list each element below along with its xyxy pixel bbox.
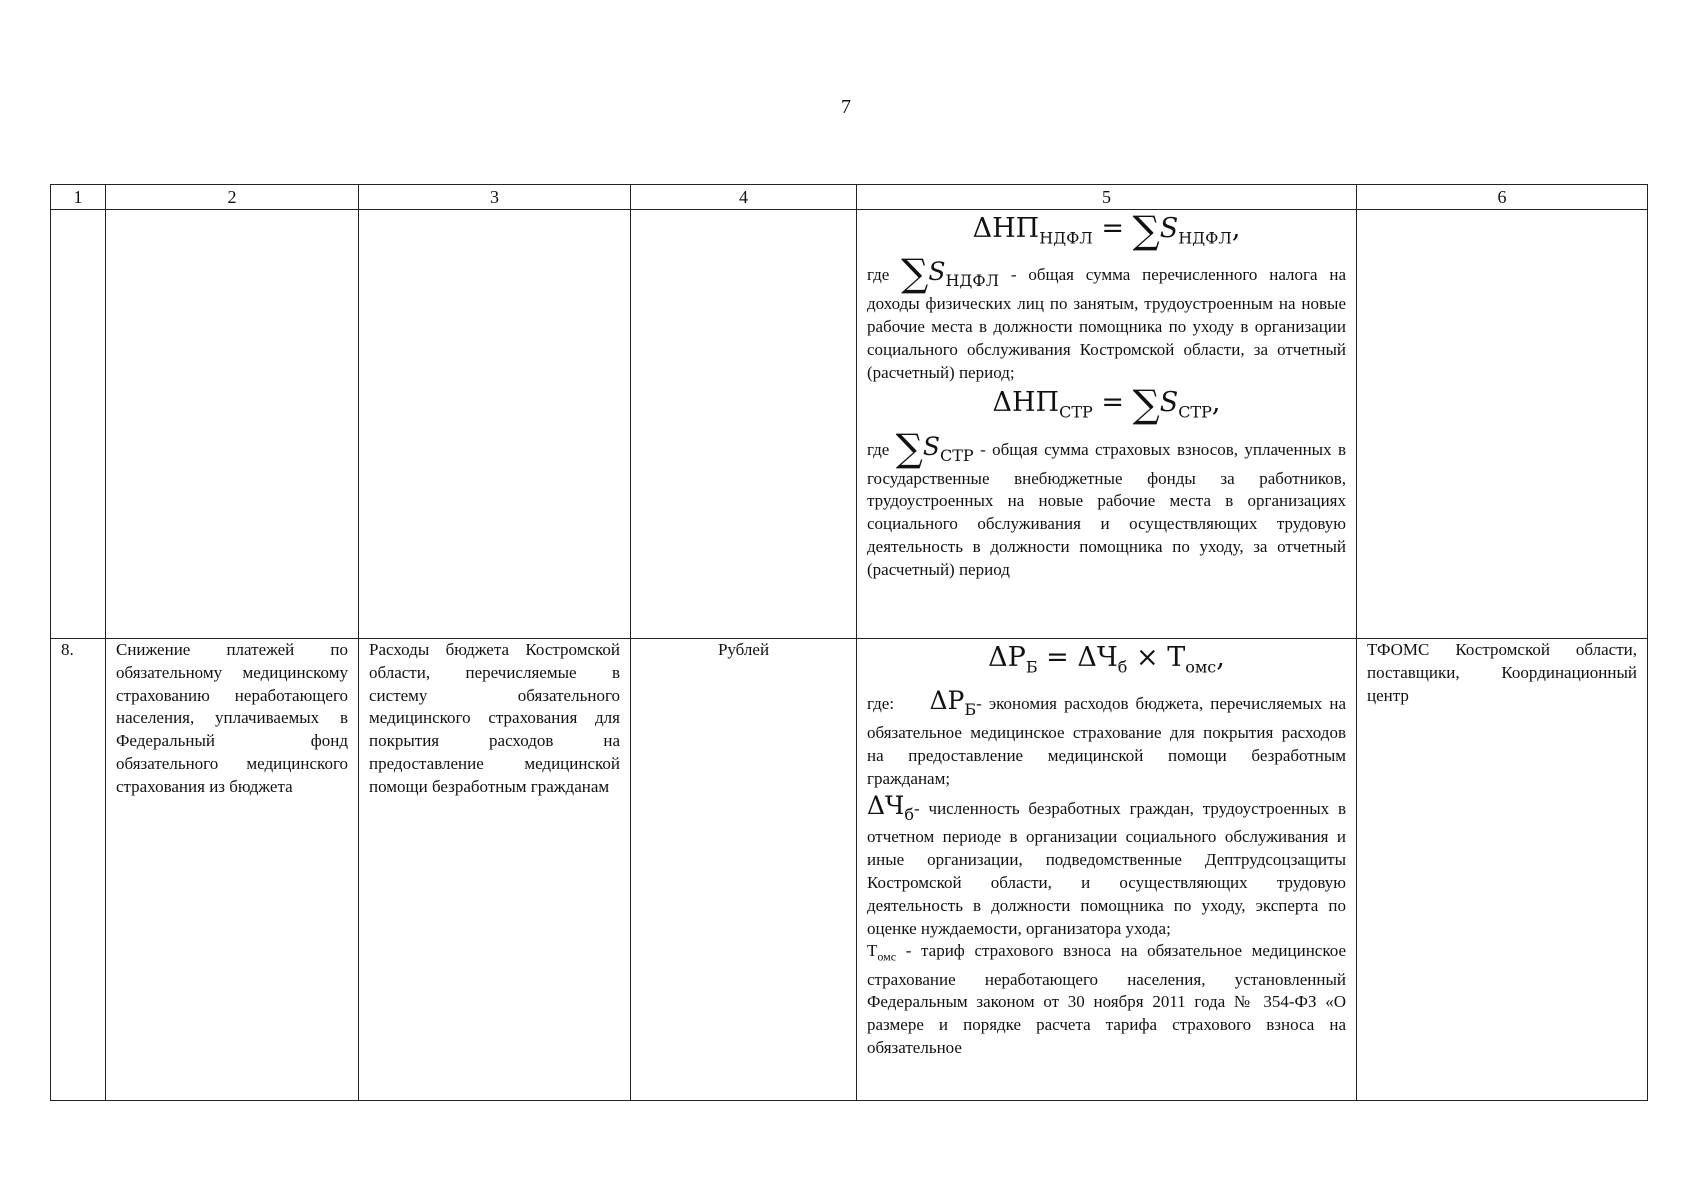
cell-col6-empty <box>1357 210 1648 639</box>
cell-num-empty <box>51 210 106 639</box>
row-number: 8. <box>51 639 106 1101</box>
table-header-row <box>51 185 1648 210</box>
header-cell-3: 3 <box>359 185 631 210</box>
indicator-description: Расходы бюджета Костромской области, перечисляемые в систему обязательного медицинского страхования для покрытия расходов на предоставление медицинской помощи безработным гражданам <box>359 639 631 1101</box>
header-cell-5: 5 <box>857 185 1357 210</box>
header-cell-1: 1 <box>51 185 106 210</box>
cell-col4-empty <box>631 210 857 639</box>
calculation-content <box>867 639 1346 1100</box>
formula-ndfl: $\Delta НП_{НДФЛ} = \sum S_{НДФЛ}$, <box>972 208 1241 252</box>
indicators-table <box>50 184 1648 1101</box>
header-cell-6: 6 <box>1357 185 1648 210</box>
cell-col3-empty <box>359 210 631 639</box>
definition-ndfl: где $\sum S_{НДФЛ}$ - общая сумма перечисленного налога на доходы физических лиц по занятым, трудоустроенным на новые рабочие места в должности помощника по уходу в организации социального обслуживания Костромской области, за отчетный (расчетный) период; <box>867 251 1347 382</box>
unit-of-measure: Рублей <box>631 639 857 1101</box>
cell-col2-empty <box>106 210 359 639</box>
cell-formula-continued <box>857 210 1357 639</box>
definition-delta-ch: $\Delta Ч_б-$ численность безработных граждан, трудоустроенных в отчетном периоде в организации социального обслуживания и иные организации, подведомственные Дептрудсоцзащиты Костромской области, и осуществляющих трудовую деятельность в должности помощника по уходу, эксперта по оценке нуждаемости, организатора ухода; <box>867 790 1346 938</box>
header-cell-2: 2 <box>106 185 359 210</box>
calculation-method <box>857 639 1357 1101</box>
responsible-parties: ТФОМС Костромской области, поставщики, Координационный центр <box>1357 639 1648 1101</box>
table-row-8 <box>51 639 1648 1101</box>
definition-delta-r: где: $\Delta Р_Б-$ экономия расходов бюджета, перечисляемых на обязательное медицинское страхование для покрытия расходов на предоставление медицинской помощи безработным гражданам; <box>867 686 1346 788</box>
indicator-name: Снижение платежей по обязательному медицинскому страхованию неработающего населения, уплачиваемых в Федеральный фонд обязательного медицинского страхования из бюджета <box>106 639 359 1101</box>
definition-tomc: $Т_{омс}$ - тариф страхового взноса на обязательное медицинское страхование неработающего населения, установленный Федеральным законом от 30 ноября 2011 года № 354-ФЗ «О размере и порядке расчета тарифа страхового взноса на обязательное <box>867 941 1346 1057</box>
definition-str: где $\sum S_{СТР}$ - общая сумма страховых взносов, уплаченных в государственные внебюджетные фонды за работников, трудоустроенных на новые рабочие места в организациях социального обслуживания и осуществляющих трудовую деятельность в должности помощника по уходу, за отчетный (расчетный) период <box>867 425 1347 579</box>
table-row-continued <box>51 210 1648 639</box>
formula-budget-savings: $\Delta Р_Б = \Delta Ч_б \times Т_{омс}$, <box>988 642 1225 677</box>
page-number: 7 <box>841 96 851 118</box>
formula-str: $\Delta НП_{СТР} = \sum S_{СТР}$, <box>992 382 1221 427</box>
header-cell-4: 4 <box>631 185 857 210</box>
